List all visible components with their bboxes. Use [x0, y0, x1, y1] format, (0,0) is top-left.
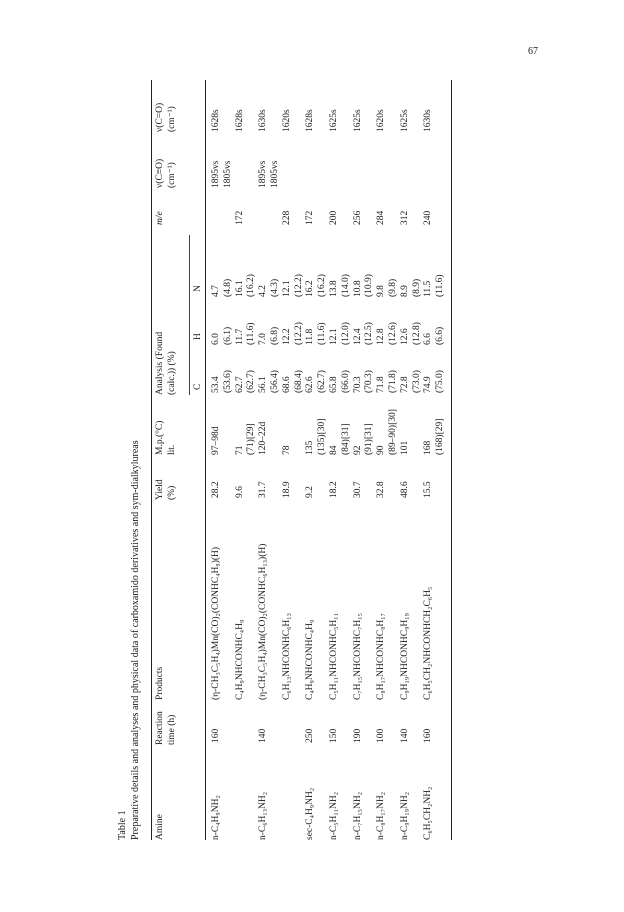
cell-h: (12.0)	[340, 322, 351, 345]
cell-n: (14.0)	[340, 274, 351, 297]
cell-c: (66.0)	[340, 370, 351, 393]
cell-n: 4.7	[211, 285, 221, 297]
cell-product: C₆H₁₃NHCONHC₆H₁₃	[281, 613, 292, 700]
cell-amine: n-C₇H₁₅NH₂	[352, 791, 363, 840]
cell-amine: n-C₄H₉NH₂	[211, 795, 221, 840]
cell-co: 1628s	[305, 109, 316, 132]
bottom-rule	[451, 80, 452, 840]
cell-h: 12.4	[352, 328, 363, 345]
cell-c: (62.7)	[246, 370, 257, 393]
cell-yield: 32.8	[376, 481, 387, 498]
header-yield-1: Yield	[155, 479, 165, 500]
cell-mp: (84)[31]	[340, 423, 351, 455]
cell-time: 190	[352, 728, 363, 743]
cell-h: (11.6)	[246, 322, 257, 345]
cell-product: C₉H₁₉NHCONHC₉H₁₉	[399, 613, 410, 700]
cell-amine: n-C₆H₁₃NH₂	[258, 791, 269, 840]
cell-n: 8.9	[399, 285, 410, 297]
cell-c: (62.7)	[317, 370, 328, 393]
cell-n: (11.6)	[435, 274, 446, 297]
cell-h: (6.1)	[222, 326, 233, 345]
cell-c: 53.4	[211, 376, 221, 393]
cell-amine: n-C₈H₁₇NH₂	[376, 791, 387, 840]
cell-n: (12.2)	[293, 274, 304, 297]
cell-n: 10.8	[352, 280, 363, 297]
header-analysis-1: Analysis (Found	[155, 331, 165, 395]
cell-n: 13.8	[329, 280, 339, 297]
cell-n: 9.8	[376, 285, 387, 297]
cell-mp: 92	[352, 445, 363, 455]
header-nu-cco-1: ν(C≡O)	[155, 158, 165, 188]
cell-c: (68.4)	[293, 370, 304, 393]
header-analysis-h: H	[193, 333, 203, 340]
cell-n: (16.2)	[246, 274, 257, 297]
top-rule	[151, 80, 152, 840]
cell-co: 1628s	[234, 109, 245, 132]
cell-amine: sec-C₄H₉NH₂	[305, 787, 316, 840]
header-mp-2: lit.	[167, 444, 177, 455]
cell-mp: 90	[376, 445, 387, 455]
cell-time: 140	[399, 728, 410, 743]
header-nu-co-2: (cm⁻¹)	[167, 106, 177, 132]
cell-c: 72.8	[399, 376, 410, 393]
cell-time: 100	[376, 728, 387, 743]
cell-product: C₇H₁₅NHCONHC₇H₁₅	[352, 613, 363, 700]
table-title: Preparative details and analyses and physical data of carboxamido derivatives and sym-dialkylureas	[129, 440, 141, 840]
cell-amine: n-C₅H₁₁NH₂	[329, 791, 339, 840]
cell-n: (4.3)	[270, 278, 280, 297]
cell-c: 56.1	[258, 376, 269, 393]
cell-yield: 18.2	[329, 481, 339, 498]
cell-h: 12.6	[399, 328, 410, 345]
cell-co: 1620s	[376, 109, 387, 132]
rotated-table	[117, 80, 507, 840]
cell-c: 74.9	[423, 376, 434, 393]
cell-h: 6.6	[423, 333, 434, 345]
cell-h: 7.0	[258, 333, 269, 345]
cell-c: 62.6	[305, 376, 316, 393]
cell-h: 11.7	[234, 328, 245, 345]
cell-h: 12.2	[281, 328, 292, 345]
cell-n: 4.2	[258, 285, 269, 297]
cell-mp: 101	[399, 440, 410, 455]
cell-co: 1625s	[352, 109, 363, 132]
cell-co: 1625s	[399, 109, 410, 132]
cell-mp: 135	[305, 440, 316, 455]
cell-me: 200	[329, 210, 339, 225]
header-mp-1: M.p.(°C)	[155, 420, 165, 455]
cell-yield: 48.6	[399, 481, 410, 498]
analysis-subrule	[189, 235, 190, 395]
cell-h: 12.1	[329, 328, 339, 345]
cell-me: 172	[234, 210, 245, 225]
cell-c: (53.6)	[222, 370, 233, 393]
cell-mp: 78	[281, 445, 292, 455]
cell-n: 16.2	[305, 280, 316, 297]
cell-co: 1630s	[423, 109, 434, 132]
cell-n: 12.1	[281, 280, 292, 297]
cell-cco: 1805vs	[270, 160, 280, 188]
cell-co: 1628s	[211, 109, 221, 132]
cell-yield: 30.7	[352, 481, 363, 498]
cell-yield: 9.6	[234, 486, 245, 498]
header-amine: Amine	[155, 814, 165, 840]
cell-n: (4.8)	[222, 278, 233, 297]
table-caption	[117, 440, 142, 840]
header-reaction-time-2: time (h)	[167, 714, 177, 745]
cell-mp: (71)[29]	[246, 423, 257, 455]
cell-me: 240	[423, 210, 434, 225]
cell-yield: 28.2	[211, 481, 221, 498]
cell-co: 1620s	[281, 109, 292, 132]
cell-mp: 97–98d	[211, 426, 221, 455]
cell-n: 11.5	[423, 280, 434, 297]
cell-h: (12.6)	[388, 322, 398, 345]
cell-c: 70.3	[352, 376, 363, 393]
cell-product: (η-CH₃C₅H₄)Mn(CO)₂(CONHC₆H₁₃)(H)	[258, 543, 269, 700]
cell-co: 1630s	[258, 109, 269, 132]
cell-c: (56.4)	[270, 370, 280, 393]
header-analysis-n: N	[193, 285, 203, 292]
cell-c: 62.7	[234, 376, 245, 393]
cell-amine: n-C₉H₁₉NH₂	[399, 791, 410, 840]
cell-product: (η-CH₃C₅H₄)Mn(CO)₂(CONHC₄H₉)(H)	[211, 546, 221, 700]
header-analysis-2: (calc.)) (%)	[167, 351, 177, 395]
cell-me: 256	[352, 210, 363, 225]
cell-product: C₅H₁₁NHCONHC₅H₁₁	[329, 613, 339, 700]
cell-time: 250	[305, 728, 316, 743]
cell-c: (75.0)	[435, 370, 446, 393]
cell-cco: 1895vs	[258, 160, 269, 188]
cell-h: (12.8)	[411, 322, 422, 345]
cell-c: (71.8)	[388, 370, 398, 393]
header-yield-2: (%)	[167, 485, 177, 500]
cell-co: 1625s	[329, 109, 339, 132]
cell-mp: 84	[329, 445, 339, 455]
cell-yield: 31.7	[258, 481, 269, 498]
header-analysis-c: C	[193, 383, 203, 390]
header-rule	[205, 80, 206, 840]
cell-amine: C₆H₅CH₂NH₂	[423, 786, 434, 840]
cell-mp: 168	[423, 440, 434, 455]
cell-n: (10.9)	[364, 274, 375, 297]
cell-n: (16.2)	[317, 274, 328, 297]
cell-mp: 120–22d	[258, 421, 269, 455]
cell-mp: (91)[31]	[364, 423, 375, 455]
header-products: Products	[155, 666, 165, 700]
header-nu-co-1: ν(C=O)	[155, 102, 165, 132]
header-me: m/e	[155, 211, 165, 225]
cell-me: 228	[281, 210, 292, 225]
cell-h: 6.0	[211, 333, 221, 345]
cell-h: 11.8	[305, 328, 316, 345]
cell-c: (70.3)	[364, 370, 375, 393]
cell-h: 12.8	[376, 328, 387, 345]
cell-n: (9.8)	[388, 278, 398, 297]
cell-yield: 9.2	[305, 486, 316, 498]
cell-h: (11.6)	[317, 322, 328, 345]
cell-product: C₆H₅CH₂NHCONHCH₂C₆H₅	[423, 586, 434, 700]
cell-h: (12.5)	[364, 322, 375, 345]
header-reaction-time-1: Reaction	[155, 711, 165, 745]
cell-product: C₄H₉NHCONHC₄H₉	[305, 619, 316, 700]
cell-me: 284	[376, 210, 387, 225]
table-label: Table 1	[117, 810, 128, 840]
cell-mp: (168)[29]	[435, 418, 446, 455]
cell-me: 312	[399, 210, 410, 225]
cell-h: (6.6)	[435, 326, 446, 345]
cell-time: 160	[423, 728, 434, 743]
cell-product: C₄H₉NHCONHC₄H₉	[234, 619, 245, 700]
cell-time: 140	[258, 728, 269, 743]
header-nu-cco-2: (cm⁻¹)	[167, 162, 177, 188]
cell-c: 65.8	[329, 376, 339, 393]
cell-me: 172	[305, 210, 316, 225]
cell-c: 68.6	[281, 376, 292, 393]
cell-mp: (89–90)[30]	[388, 409, 398, 455]
cell-cco: 1895vs	[211, 160, 221, 188]
cell-c: 71.8	[376, 376, 387, 393]
cell-time: 150	[329, 728, 339, 743]
cell-product: C₈H₁₇NHCONHC₈H₁₇	[376, 613, 387, 700]
cell-h: (12.2)	[293, 322, 304, 345]
cell-n: (8.9)	[411, 278, 422, 297]
cell-mp: 71	[234, 445, 245, 455]
page-number: 67	[528, 46, 538, 57]
cell-yield: 15.5	[423, 481, 434, 498]
cell-mp: (135)[30]	[317, 418, 328, 455]
cell-n: 16.1	[234, 280, 245, 297]
cell-h: (6.8)	[270, 326, 280, 345]
cell-c: (73.0)	[411, 370, 422, 393]
cell-cco: 1805vs	[222, 160, 233, 188]
cell-time: 160	[211, 728, 221, 743]
cell-yield: 18.9	[281, 481, 292, 498]
